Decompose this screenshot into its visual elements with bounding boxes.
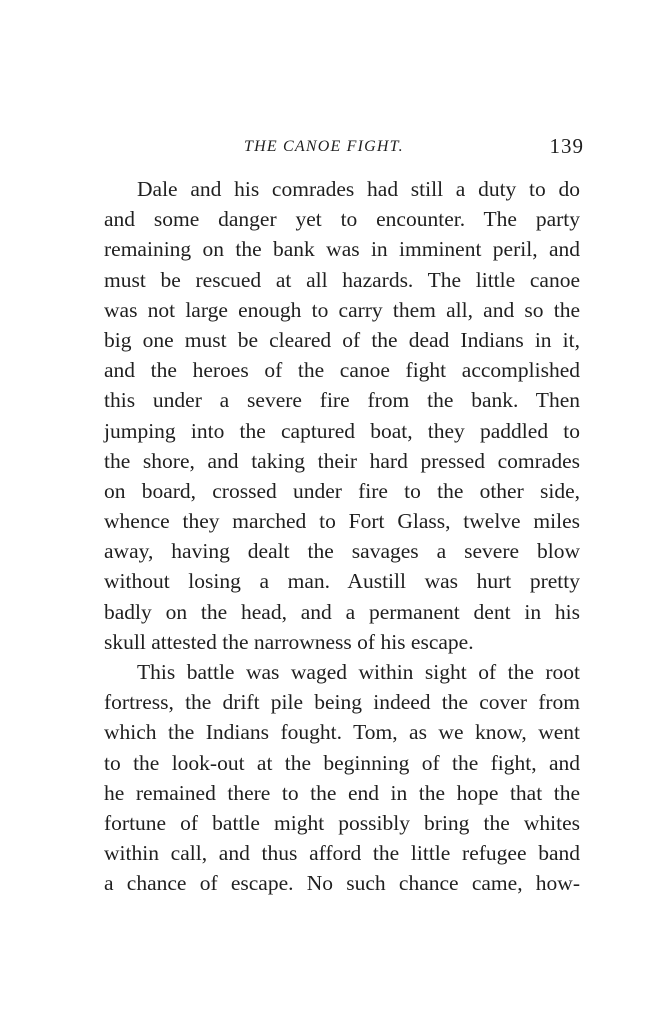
text-line: this under a severe fire from the bank. Then <box>104 388 580 413</box>
text-line: fortune of battle might possibly bring the whites <box>104 810 580 835</box>
text-line: the shore, and taking their hard pressed comrades <box>104 448 580 473</box>
running-title: THE CANOE FIGHT. <box>244 138 404 155</box>
text-line: on board, crossed under fire to the other side, <box>104 478 580 503</box>
text-line: and some danger yet to encounter. The party <box>104 207 580 232</box>
text-line: and the heroes of the canoe fight accomplished <box>104 358 580 383</box>
text-line: a chance of escape. No such chance came, how- <box>104 871 580 896</box>
text-line: This battle was waged within sight of the root <box>137 660 580 684</box>
text-line: remaining on the bank was in imminent peril, and <box>104 237 580 262</box>
text-line: big one must be cleared of the dead Indians in it, <box>104 327 580 352</box>
text-line: Dale and his comrades had still a duty to do <box>137 177 580 201</box>
text-line: to the look-out at the beginning of the fight, and <box>104 750 580 775</box>
body-text <box>104 174 580 899</box>
page-number: 139 <box>549 134 584 158</box>
text-line: away, having dealt the savages a severe blow <box>104 539 580 564</box>
text-line: jumping into the captured boat, they paddled to <box>104 418 580 443</box>
paragraph-2 <box>104 657 580 899</box>
text-line: which the Indians fought. Tom, as we know, went <box>104 720 580 745</box>
text-line: was not large enough to carry them all, and so the <box>104 297 580 322</box>
text-line: without losing a man. Austill was hurt pretty <box>104 569 580 594</box>
text-line: badly on the head, and a permanent dent in his <box>104 599 580 624</box>
text-line: skull attested the narrowness of his escape. <box>104 629 474 654</box>
text-line: he remained there to the end in the hope that the <box>104 780 580 805</box>
text-line: must be rescued at all hazards. The little canoe <box>104 267 580 292</box>
paragraph-1 <box>104 174 580 657</box>
text-line: fortress, the drift pile being indeed the cover from <box>104 690 580 715</box>
running-head <box>104 134 586 164</box>
text-line: whence they marched to Fort Glass, twelve miles <box>104 509 580 534</box>
text-line: within call, and thus afford the little refugee band <box>104 841 580 866</box>
